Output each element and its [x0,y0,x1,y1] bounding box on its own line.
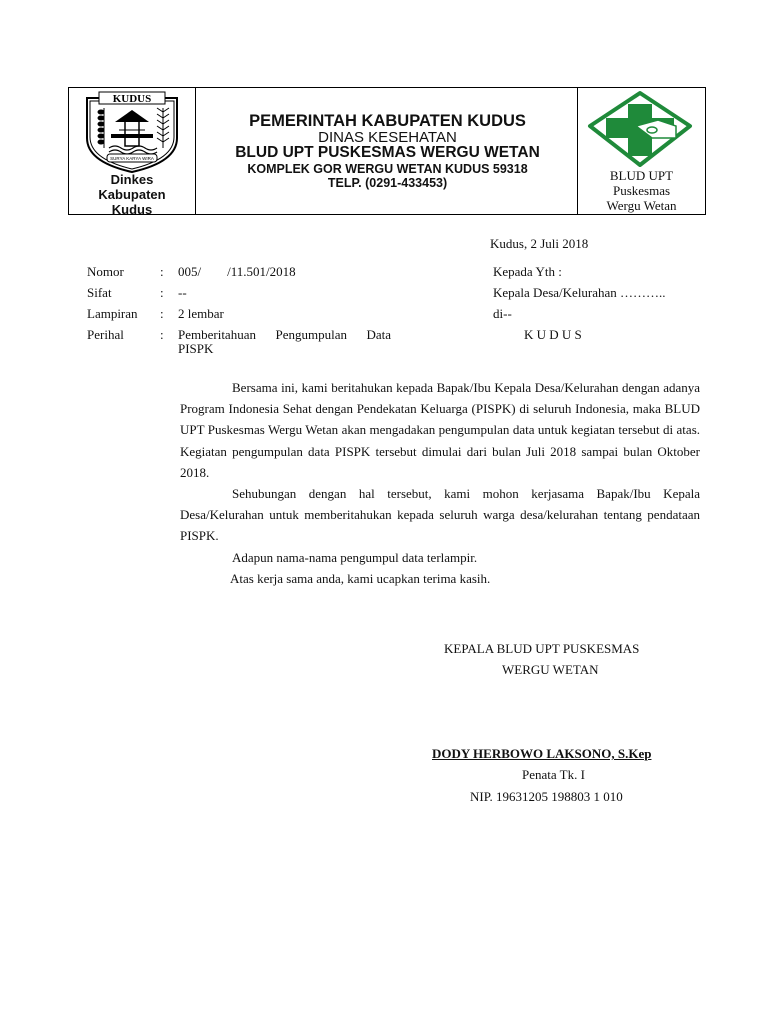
meta-value-perihal: Pemberitahuan Pengumpulan Data [178,327,392,342]
meta-label-sifat: Sifat [87,285,112,300]
meta-label-lampiran: Lampiran [87,306,138,321]
letterhead-center [196,88,579,214]
meta-sep: : [160,327,164,342]
signatory-rank: Penata Tk. I [522,767,585,782]
dinkes-caption-line: Kabupaten [98,187,166,202]
letterhead [68,87,706,215]
government-name: PEMERINTAH KABUPATEN KUDUS [249,112,526,130]
dinkes-caption [69,172,195,217]
body-paragraph: Adapun nama-nama pengumpul data terlampir. [232,549,478,565]
blud-caption-line: Puskesmas [612,183,671,198]
blud-caption [578,168,705,213]
signatory-name: DODY HERBOWO LAKSONO, S.Kep [432,746,652,761]
blud-caption-line: BLUD UPT [609,168,674,183]
meta-label-perihal: Perihal [87,327,124,342]
body-paragraph: Atas kerja sama anda, kami ucapkan terima kasih. [230,570,491,586]
recipient-place-prefix: di-- [493,306,512,321]
letter-date: Kudus, 2 Juli 2018 [490,236,589,251]
recipient-city: K U D U S [524,327,582,342]
meta-label-nomor: Nomor [87,264,124,279]
blud-caption-line: Wergu Wetan [606,198,677,213]
puskesmas-logo [586,90,694,168]
meta-sep: : [160,285,164,300]
recipient-greeting: Kepada Yth : [493,264,562,279]
body-paragraph: Sehubungan dengan hal tersebut, kami mohon kerjasama Bapak/Ibu Kepala Desa/Kelurahan untuk memberitahukan kepada seluruh warga desa/kelurahan tentang pendataan PISPK. [180,486,700,544]
recipient-title: Kepala Desa/Kelurahan ……….. [493,285,666,300]
signature-title-line1: KEPALA BLUD UPT PUSKESMAS [444,641,640,656]
meta-value-perihal-line2: PISPK [178,341,214,356]
signatory-nip: NIP. 19631205 198803 1 010 [470,789,623,804]
meta-value-nomor: 005/ /11.501/2018 [178,264,296,279]
signature-title-line2: WERGU WETAN [502,662,599,677]
meta-value-sifat: -- [178,285,187,300]
letterhead-right-cell [577,88,705,214]
body-paragraph: Bersama ini, kami beritahukan kepada Bapak/Ibu Kepala Desa/Kelurahan dengan adanya Program Indonesia Sehat dengan Pendekatan Keluarga (PISPK) di seluruh Indonesia, maka BLUD UPT Puskesmas Wergu Wetan akan mengadakan pengumpulan data untuk kegiatan tersebut di atas. Kegiatan pengumpulan data PISPK tersebut dimulai dari bulan Juli 2018 sampai bulan Oktober 2018. [180,380,700,480]
department-name: DINAS KESEHATAN [318,129,457,146]
institution-address: KOMPLEK GOR WERGU WETAN KUDUS 59318 [247,162,528,176]
dinkes-caption-line: Dinkes [110,172,154,187]
meta-sep: : [160,264,164,279]
letterhead-left-cell [69,88,196,217]
institution-name: BLUD UPT PUSKESMAS WERGU WETAN [235,144,540,161]
meta-sep: : [160,306,164,321]
institution-phone: TELP. (0291-433453) [327,176,448,190]
meta-value-lampiran: 2 lembar [178,306,224,321]
seal-title-text: KUDUS [112,93,152,105]
kudus-seal-logo [79,90,185,174]
seal-motto-text: SURYA KARYA WIRA [110,156,154,161]
dinkes-caption-line: Kudus [111,202,153,217]
letter-body [180,377,700,589]
